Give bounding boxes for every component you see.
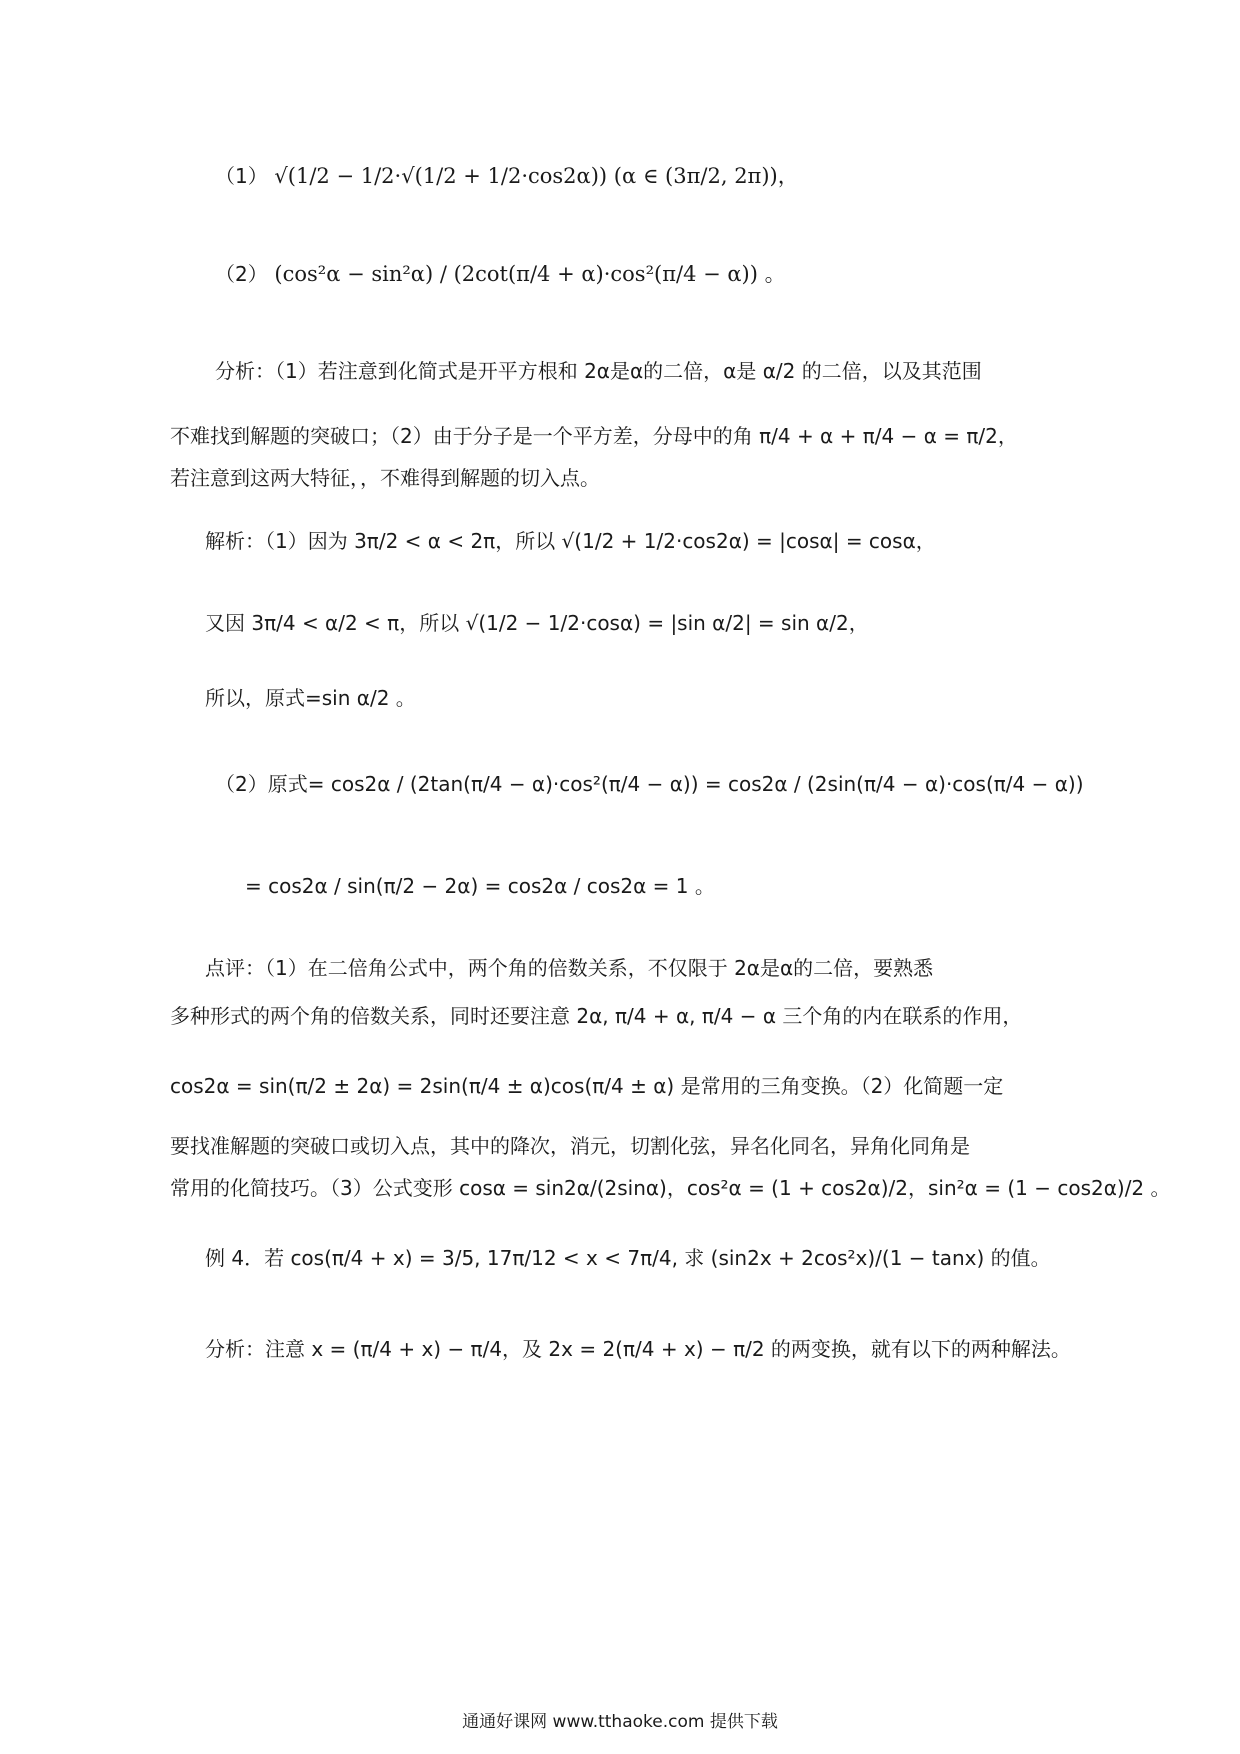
problem-item-2 (215, 258, 1215, 288)
comment-line-4: 要找准解题的突破口或切入点，其中的降次，消元，切割化弦，异名化同名，异角化同角是 (170, 1134, 970, 1158)
solution-line-1: 解析：（1）因为 3π/2 < α < 2π，所以 √(1/2 + 1/2·cos2α) = |cosα| = cosα， (205, 529, 936, 553)
analysis-line-3: 若注意到这两大特征，，不难得到解题的切入点。 (170, 466, 600, 490)
example-4-analysis: 分析：注意 x = (π/4 + x) − π/4，及 2x = 2(π/4 + x) − π/2 的两变换，就有以下的两种解法。 (205, 1337, 1071, 1361)
item-1-label: （1） (215, 164, 268, 188)
analysis-line-1: 分析：（1）若注意到化简式是开平方根和 2α是α的二倍，α是 α/2 的二倍，以及其范围 (215, 359, 982, 383)
item-1-expression: √(1/2 − 1/2·√(1/2 + 1/2·cos2α)) (α ∈ (3π/2, 2π))， (274, 164, 799, 188)
comment-line-5: 常用的化简技巧。（3）公式变形 cosα = sin2α/(2sinα)，cos²α = (1 + cos2α)/2，sin²α = (1 − cos2α)/2 。 (170, 1176, 1171, 1200)
footer-text: 通通好课网 www.tthaoke.com 提供下载 (462, 1712, 778, 1732)
item-2-expression: (cos²α − sin²α) / (2cot(π/4 + α)·cos²(π/4 − α)) 。 (274, 262, 786, 286)
example-4-line: 例 4．若 cos(π/4 + x) = 3/5, 17π/12 < x < 7π/4, 求 (sin2x + 2cos²x)/(1 − tanx) 的值。 (205, 1246, 1051, 1270)
analysis-line-2: 不难找到解题的突破口；（2）由于分子是一个平方差，分母中的角 π/4 + α + π/4 − α = π/2， (170, 424, 1018, 448)
comment-line-3: cos2α = sin(π/2 ± 2α) = 2sin(π/4 ± α)cos(π/4 ± α) 是常用的三角变换。（2）化简题一定 (170, 1074, 1004, 1098)
comment-line-2: 多种形式的两个角的倍数关系，同时还要注意 2α, π/4 + α, π/4 − α 三个角的内在联系的作用， (170, 1004, 1023, 1028)
problem-item-1 (215, 160, 1215, 190)
solution-line-2: 又因 3π/4 < α/2 < π，所以 √(1/2 − 1/2·cosα) = |sin α/2| = sin α/2， (205, 611, 869, 635)
solution-line-4: （2）原式= cos2α / (2tan(π/4 − α)·cos²(π/4 − α)) = cos2α / (2sin(π/4 − α)·cos(π/4 − α)) (215, 772, 1084, 796)
solution-line-5: = cos2α / sin(π/2 − 2α) = cos2α / cos2α = 1 。 (245, 874, 715, 898)
comment-line-1: 点评：（1）在二倍角公式中，两个角的倍数关系，不仅限于 2α是α的二倍，要熟悉 (205, 956, 934, 980)
item-2-label: （2） (215, 262, 268, 286)
solution-line-3: 所以，原式=sin α/2 。 (205, 686, 416, 710)
